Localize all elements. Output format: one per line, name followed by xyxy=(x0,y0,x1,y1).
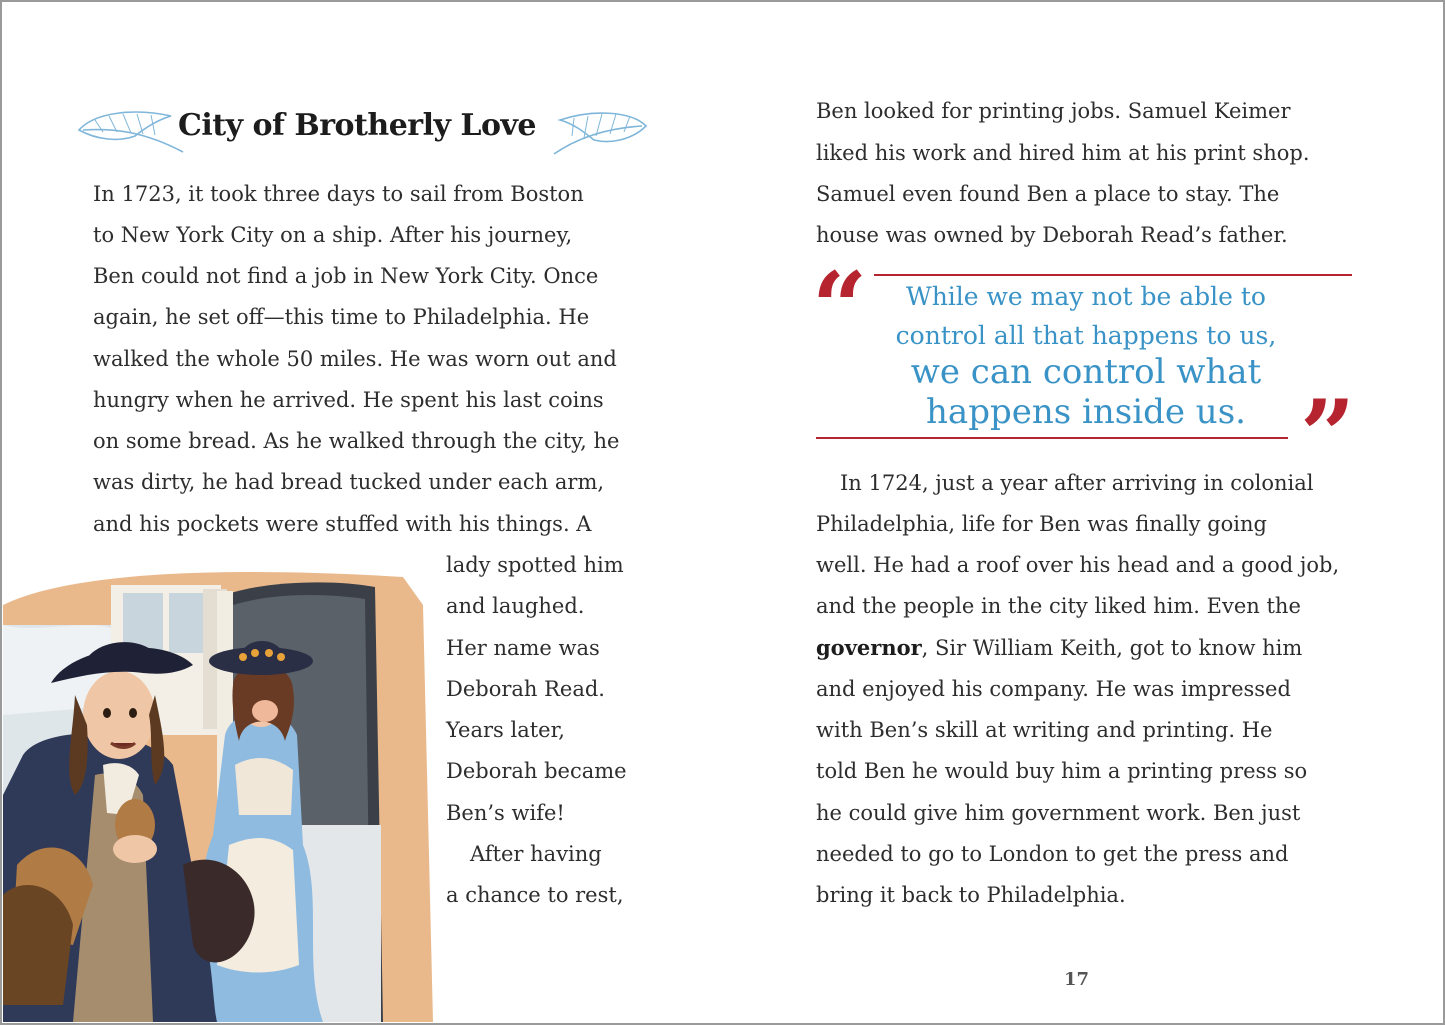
left-body-line: again, he set off—this time to Philadelphia. He xyxy=(93,305,590,329)
quote-line: While we may not be able to xyxy=(906,282,1266,311)
right-body-line: he could give him government work. Ben just xyxy=(816,801,1301,825)
right-body-line: and the people in the city liked him. Even the xyxy=(816,594,1301,618)
right-body-line: and enjoyed his company. He was impressed xyxy=(816,677,1291,701)
right-body-line: bring it back to Philadelphia. xyxy=(816,883,1126,907)
left-body-line: to New York City on a ship. After his journey, xyxy=(93,223,573,247)
left-narrow-line: Her name was xyxy=(446,636,600,660)
close-quote-mark: ” xyxy=(1300,379,1356,492)
illustration-ben-and-deborah xyxy=(3,565,433,1022)
right-body-line: well. He had a roof over his head and a good job, xyxy=(816,553,1340,577)
right-body-line-governor xyxy=(816,636,1302,660)
right-body-line: Ben looked for printing jobs. Samuel Keimer xyxy=(816,99,1291,123)
quote-line: control all that happens to us, xyxy=(895,321,1277,350)
governor-line-rest: , Sir William Keith, got to know him xyxy=(921,636,1303,660)
left-narrow-line: Deborah became xyxy=(446,759,627,783)
left-narrow-line: Deborah Read. xyxy=(446,677,605,701)
left-narrow-line: a chance to rest, xyxy=(446,883,624,907)
left-body-line: hungry when he arrived. He spent his last coins xyxy=(93,388,604,412)
page-title: City of Brotherly Love xyxy=(178,108,536,143)
left-body-line: Ben could not find a job in New York City. Once xyxy=(93,264,599,288)
left-narrow-line: and laughed. xyxy=(446,594,585,618)
left-narrow-line: Years later, xyxy=(446,718,565,742)
right-body-line: needed to go to London to get the press and xyxy=(816,842,1289,866)
left-body-line: on some bread. As he walked through the city, he xyxy=(93,429,620,453)
quote-top-rule xyxy=(874,274,1352,276)
quote-line: happens inside us. xyxy=(926,392,1246,432)
right-body-line: In 1724, just a year after arriving in colonial xyxy=(840,471,1314,495)
open-quote-mark: “ xyxy=(812,251,868,364)
feather-right-icon xyxy=(550,106,650,156)
left-narrow-line: Ben’s wife! xyxy=(446,801,565,825)
left-narrow-line: lady spotted him xyxy=(446,553,624,577)
left-body-line: and his pockets were stuffed with his things. A xyxy=(93,512,592,536)
right-body-line: told Ben he would buy him a printing press so xyxy=(816,759,1308,783)
page-number: 17 xyxy=(1064,969,1090,990)
quote-line: we can control what xyxy=(910,352,1262,392)
left-body-line: walked the whole 50 miles. He was worn out and xyxy=(93,347,617,371)
quote-bottom-rule xyxy=(816,437,1288,439)
right-body-line: house was owned by Deborah Read’s father. xyxy=(816,223,1288,247)
left-body-line: In 1723, it took three days to sail from Boston xyxy=(93,182,584,206)
feather-left-icon xyxy=(75,106,185,156)
right-body-line: liked his work and hired him at his print shop. xyxy=(816,141,1310,165)
left-body-line: was dirty, he had bread tucked under each arm, xyxy=(93,470,605,494)
chapter-heading xyxy=(75,102,650,158)
left-narrow-line: After having xyxy=(470,842,602,866)
glossary-term-governor: governor xyxy=(816,635,922,660)
right-body-line: Philadelphia, life for Ben was finally going xyxy=(816,512,1267,536)
right-body-line: Samuel even found Ben a place to stay. The xyxy=(816,182,1280,206)
right-body-line: with Ben’s skill at writing and printing. He xyxy=(816,718,1273,742)
